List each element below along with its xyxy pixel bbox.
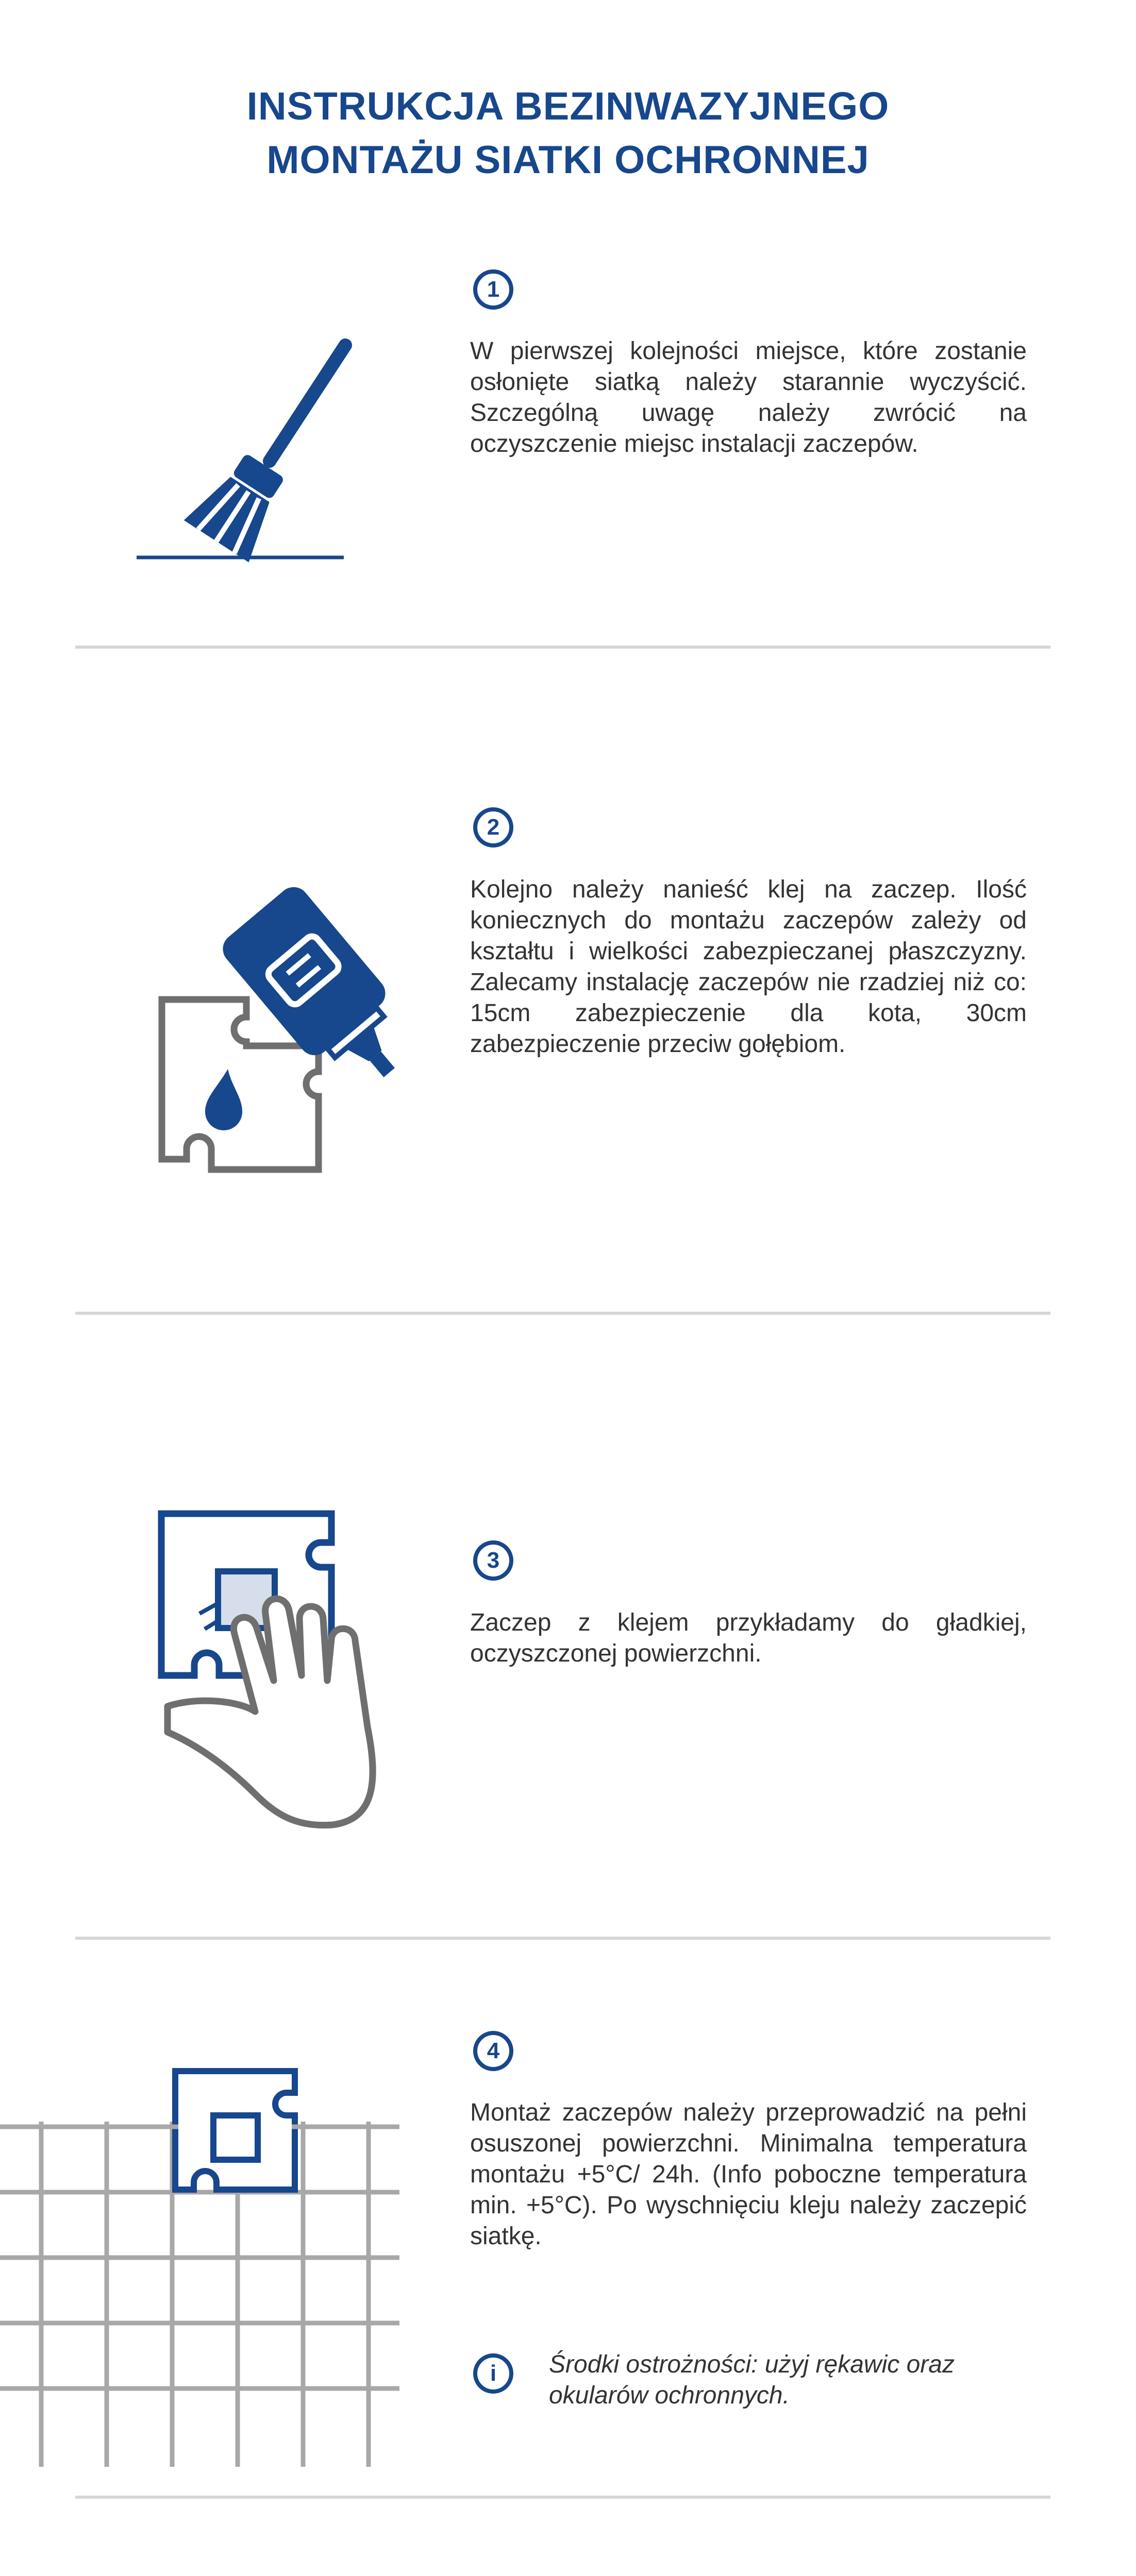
step-description: Zaczep z klejem przykładamy do gładkiej, oczyszczonej powierzchni. [470,1609,1027,1667]
section-divider [75,1312,1050,1315]
page-title-line-1: INSTRUKCJA BEZINWAZYJNEGO [246,84,890,128]
step-description: Montaż zaczepów należy przeprowadzić na pełni osuszonej powierzchni. Minimalna temperatura montażu +5°C/ 24h. (Info poboczne temperatura min. +5°C). Po wyschnięciu kleju należy zaczepić siatkę. [470,2099,1027,2250]
section-divider [75,646,1050,649]
info-icon: i [473,2353,513,2394]
safety-note: Środki ostrożności: użyj rękawic oraz okularów ochronnych. [549,2351,955,2409]
step-number-badge: 2 [473,807,513,848]
step-number-badge: 3 [473,1540,513,1581]
page-title [0,80,1136,187]
hand-press-icon [157,1511,415,1830]
section-divider [75,2496,1050,2499]
page-title-line-2: MONTAŻU SIATKI OCHRONNEJ [266,138,870,182]
section-divider [75,1937,1050,1940]
hook-net-icon [0,2066,412,2478]
glue-tube-icon [155,860,454,1180]
step-description: Kolejno należy nanieść klej na zaczep. Ilość koniecznych do montażu zaczepów zależy od kształtu i wielkości zabezpieczanej płaszczyzny. Zalecamy instalację zaczepów nie rzadziej niż co: 15cm zabezpieczenie dla kota, 30cm zabezpieczenie przeciw gołębiom. [470,876,1027,1058]
step-number-badge: 1 [473,269,513,310]
broom-icon [131,335,358,562]
step-description: W pierwszej kolejności miejsce, które zostanie osłonięte siatką należy starannie wyczyścić. Szczególną uwagę należy zwrócić na oczyszczenie miejsc instalacji zaczepów. [470,337,1027,457]
step-number-badge: 4 [473,2031,513,2071]
